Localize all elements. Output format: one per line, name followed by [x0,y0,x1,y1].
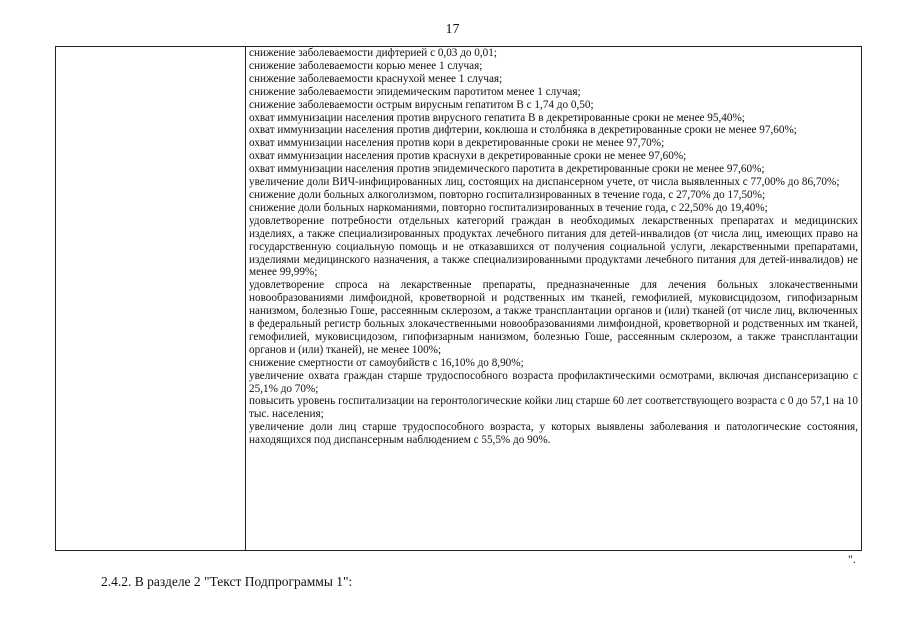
list-item: удовлетворение спроса на лекарственные препараты, предназначенные для лечения больных злокачественными новообразованиями лимфоидной, кроветворной и родственных им тканей, гемофилией, муковисцидозом, гипофизарным нанизмом, болезнью Гоше, рассеянным склерозом, а также трансплантации органов и (или) тканей (от числе лиц, включенных в федеральный регистр больных злокачественными новообразованиями лимфоидной, кроветворной и родственных им тканей, гемофилией, муковисцидозом, гипофизарным нанизмом, болезнью Гоше, рассеянным склерозом, а также трансплантации органов и (или) тканей), не менее 100%; [249,279,858,356]
list-item: снижение заболеваемости эпидемическим паротитом менее 1 случая; [249,85,581,98]
list-item: увеличение охвата граждан старше трудоспособного возраста профилактическими осмотрами, включая диспансеризацию с 25,1% до 70%; [249,369,858,395]
list-item: охват иммунизации населения против дифтерии, коклюша и столбняка в декретированные сроки не менее 97,60%; [249,124,797,137]
list-item: снижение доли больных наркоманиями, повторно госпитализированных в течение года, с 22,50% до 19,40%; [249,201,768,214]
closing-quote-mark: ". [848,552,856,566]
list-item: снижение заболеваемости краснухой менее 1 случая; [249,72,503,85]
list-item: охват иммунизации населения против эпидемического паротита в декретированные сроки не менее 97,60%; [249,163,765,176]
list-item: удовлетворение потребности отдельных категорий граждан в необходимых лекарственных препаратах и медицинских изделиях, а также специализированных продуктах лечебного питания для детей-инвалидов (от числа лиц, имеющих право на государственную социальную помощь и не отказавшихся от получения социальной услуги, лекарственными препаратами, изделиями медицинского назначения, а также специализированными продуктами лечебного питания для детей-инвалидов) не менее 99,99%; [249,214,858,279]
document-table [55,46,862,551]
list-item: охват иммунизации населения против вирусного гепатита В в декретированные сроки не менее 95,40%; [249,111,745,124]
page-number: 17 [445,22,460,37]
list-item: охват иммунизации населения против кори в декретированные сроки не менее 97,70%; [249,137,665,150]
list-item: увеличение доли лиц старше трудоспособного возраста, у которых выявлены заболевания и патологические состояния, находящихся под диспансерным наблюдением с 55,5% до 90%. [249,421,858,447]
list-item: снижение доли больных алкоголизмом, повторно госпитализированных в течение года, с 27,70% до 17,50%; [249,188,766,201]
section-heading: 2.4.2. В разделе 2 "Текст Подпрограммы 1": [101,574,353,589]
list-item: снижение заболеваемости дифтерией с 0,03 до 0,01; [249,47,497,59]
list-item: увеличение доли ВИЧ-инфицированных лиц, состоящих на диспансерном учете, от числа выявленных с 77,00% до 86,70%; [249,176,840,189]
table-column-divider [245,47,246,550]
list-item: снижение заболеваемости острым вирусным гепатитом В с 1,74 до 0,50; [249,98,594,111]
list-item: снижение смертности от самоубийств с 16,10% до 8,90%; [249,356,524,369]
table-right-cell [249,47,858,447]
list-item: снижение заболеваемости корью менее 1 случая; [249,59,483,72]
list-item: повысить уровень госпитализации на геронтологические койки лиц старше 60 лет соответствующего возраста с 0 до 57,1 на 10 тыс. населения; [249,395,858,421]
list-item: охват иммунизации населения против краснухи в декретированные сроки не менее 97,60%; [249,150,687,163]
